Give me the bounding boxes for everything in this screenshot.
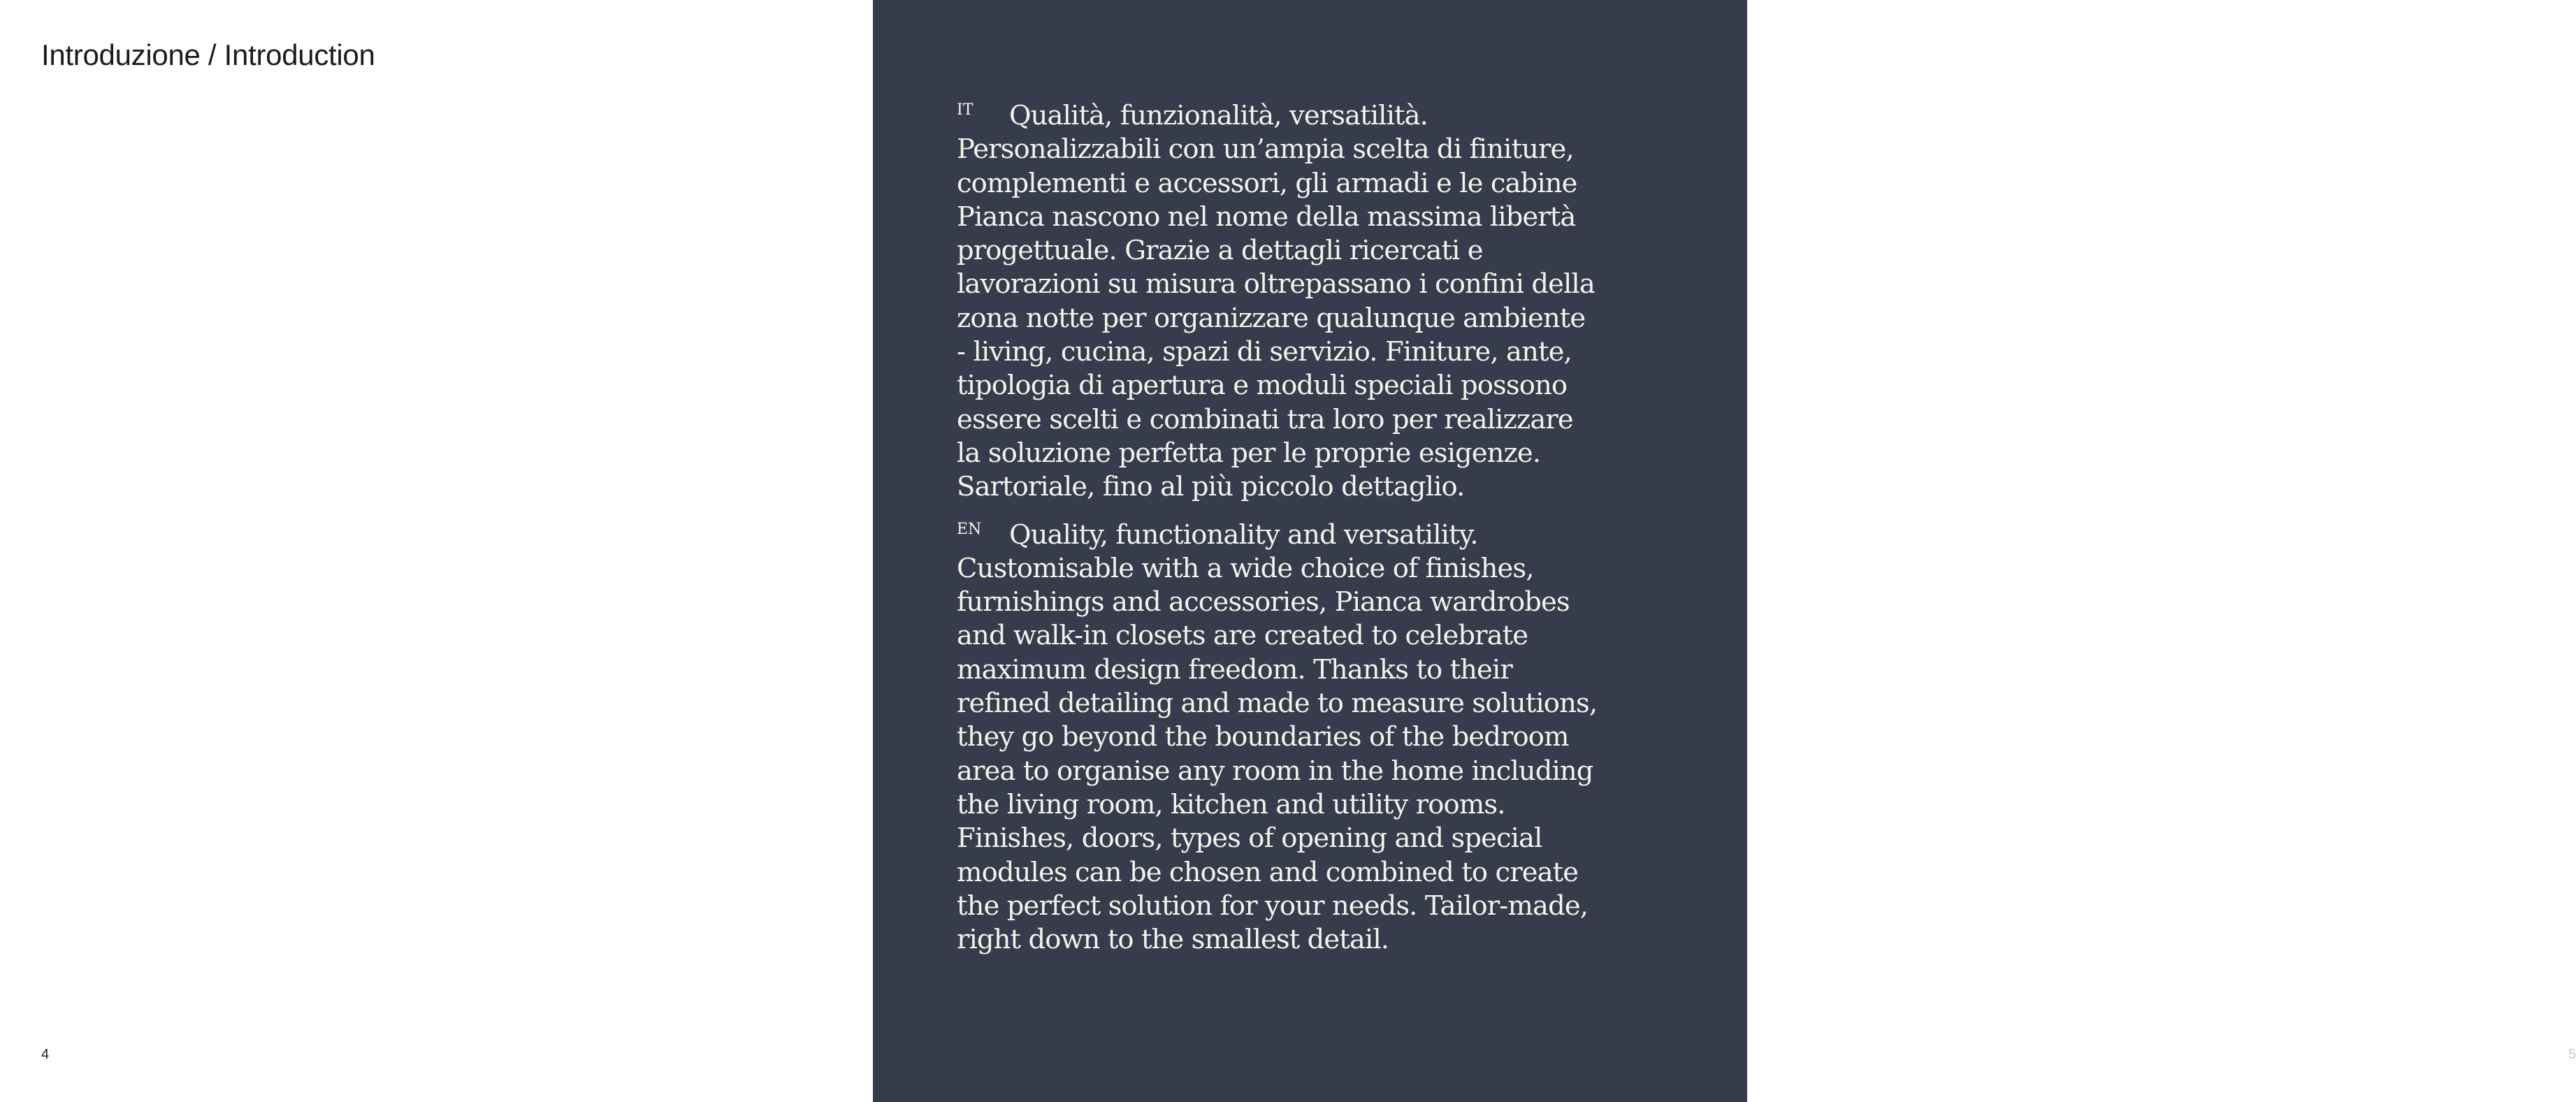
text-line: complementi e accessori, gli armadi e le cabine	[957, 167, 1577, 199]
text-line: Personalizzabili con un’ampia scelta di finiture,	[957, 133, 1574, 166]
page-number-left: 4	[41, 1047, 50, 1062]
italian-paragraph	[957, 99, 1698, 505]
text-line: Customisable with a wide choice of finishes,	[957, 552, 1534, 584]
text-line: tipologia di apertura e moduli speciali possono	[957, 370, 1568, 402]
text-line: Sartoriale, fino al più piccolo dettaglio.	[957, 471, 1465, 503]
text-line: refined detailing and made to measure solutions,	[957, 688, 1598, 720]
text-line: and walk-in closets are created to celebrate	[957, 620, 1528, 652]
text-line: progettuale. Grazie a dettagli ricercati e	[957, 235, 1483, 267]
text-line-content: Qualità, funzionalità, versatilità.	[1009, 100, 1428, 131]
text-line: furnishings and accessories, Pianca wardrobes	[957, 586, 1570, 618]
left-page	[0, 0, 873, 1102]
text-line: essere scelti e combinati tra loro per realizzare	[957, 403, 1573, 435]
text-line: the living room, kitchen and utility rooms.	[957, 788, 1505, 820]
section-title: Introduzione / Introduction	[41, 38, 375, 71]
text-line: Pianca nascono nel nome della massima libertà	[957, 201, 1576, 233]
text-line	[957, 519, 1698, 552]
text-line: zona notte per organizzare qualunque ambiente	[957, 302, 1586, 334]
text-line: the perfect solution for your needs. Tailor-made,	[957, 890, 1589, 922]
text-line: right down to the smallest detail.	[957, 924, 1389, 956]
intro-text-column	[957, 99, 1698, 957]
text-line: area to organise any room in the home including	[957, 755, 1593, 787]
text-line: maximum design freedom. Thanks to their	[957, 653, 1512, 686]
language-tag-en: EN	[957, 520, 982, 538]
text-line: modules can be chosen and combined to create	[957, 856, 1579, 888]
text-line	[957, 99, 1698, 133]
language-tag-it: IT	[957, 101, 974, 119]
text-line: lavorazioni su misura oltrepassano i confini della	[957, 268, 1595, 300]
page-number-right: 5	[2568, 1047, 2576, 1062]
text-line-content: Quality, functionality and versatility.	[1009, 519, 1478, 551]
text-line: la soluzione perfetta per le proprie esigenze.	[957, 437, 1541, 469]
text-line: they go beyond the boundaries of the bedroom	[957, 721, 1569, 753]
text-line: Finishes, doors, types of opening and special	[957, 822, 1542, 855]
english-paragraph	[957, 519, 1698, 957]
text-line: - living, cucina, spazi di servizio. Finiture, ante,	[957, 336, 1572, 368]
